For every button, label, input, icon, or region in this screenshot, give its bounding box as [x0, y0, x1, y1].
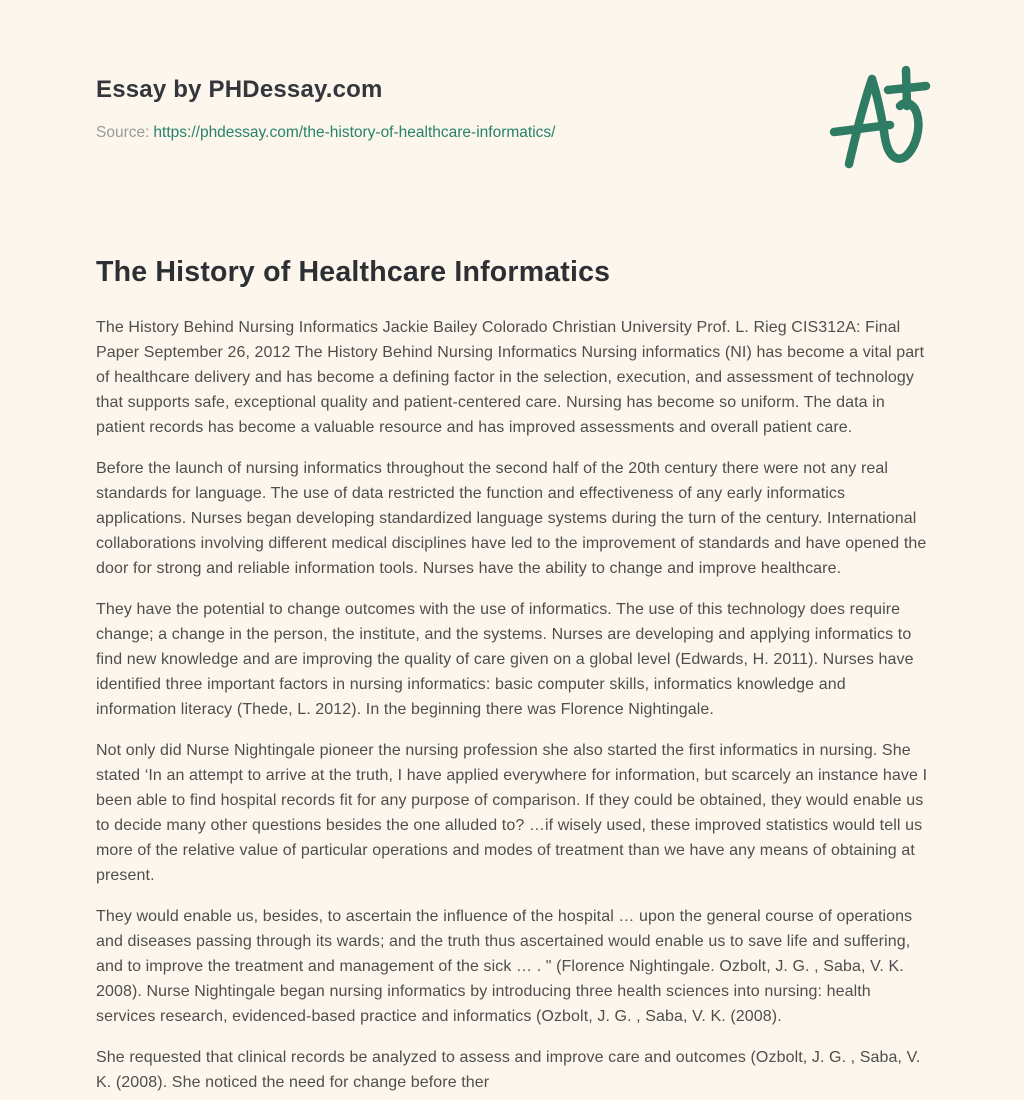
article-paragraph: Not only did Nurse Nightingale pioneer the nursing profession she also started the first informatics in nursing. She stated ‘In an attempt to arrive at the truth, I have applied everywhere for information, but scarcely an instance have I been able to find hospital records fit for any purpose of comparison. If they could be obtained, they would enable us to decide many other questions besides the one alluded to? …if wisely used, these improved statistics would tell us more of the relative value of particular operations and modes of treatment than we have any means of obtaining at present. [96, 742, 928, 884]
article-paragraph: Before the launch of nursing informatics throughout the second half of the 20th century there were not any real standards for language. The use of data restricted the function and effectiveness of any early informatics applications. Nurses began developing standardized language systems during the turn of the century. International collaborations involving different medical disciplines have led to the improvement of standards and have opened the door for strong and reliable information tools. Nurses have the ability to change and improve healthcare. [96, 460, 927, 577]
article-paragraph: The History Behind Nursing Informatics Jackie Bailey Colorado Christian University Prof. L. Rieg CIS312A: Final Paper September 26, 2012 The History Behind Nursing Informatics Nursing informatics (NI) has become a vital part of healthcare delivery and has become a defining factor in the selection, execution, and assessment of technology that supports safe, exceptional quality and patient-centered care. Nursing has become so uniform. The data in patient records has become a valuable resource and has improved assessments and overall patient care. [96, 319, 925, 436]
header-text-block [96, 76, 555, 142]
article-paragraph: She requested that clinical records be analyzed to assess and improve care and outcomes (Ozbolt, J. G. , Saba, V. K. (2008). She noticed the need for change before ther [96, 1049, 921, 1091]
source-line [96, 124, 555, 142]
source-label: Source: [96, 124, 150, 141]
a-plus-logo-icon [822, 58, 934, 172]
article-paragraph: They would enable us, besides, to ascertain the influence of the hospital … upon the general course of operations and diseases passing through its wards; and the truth thus ascertained would enable us to save life and suffering, and to improve the treatment and management of the sick … . " (Florence Nightingale. Ozbolt, J. G. , Saba, V. K. 2008). Nurse Nightingale began nursing informatics by introducing three health sciences into nursing: health services research, evidenced-based practice and informatics (Ozbolt, J. G. , Saba, V. K. (2008). [96, 908, 913, 1025]
article-body [96, 315, 928, 1095]
page-header [96, 76, 928, 172]
site-title: Essay by PHDessay.com [96, 76, 383, 103]
article-paragraph: They have the potential to change outcomes with the use of informatics. The use of this technology does require change; a change in the person, the institute, and the systems. Nurses are developing and applying informatics to find new knowledge and are improving the quality of care given on a global level (Edwards, H. 2011). Nurses have identified three important factors in nursing informatics: basic computer skills, informatics knowledge and information literacy (Thede, L. 2012). In the beginning there was Florence Nightingale. [96, 601, 914, 718]
source-url-link[interactable]: https://phdessay.com/the-history-of-healthcare-informatics/ [153, 124, 556, 141]
article-title: The History of Healthcare Informatics [96, 256, 611, 288]
